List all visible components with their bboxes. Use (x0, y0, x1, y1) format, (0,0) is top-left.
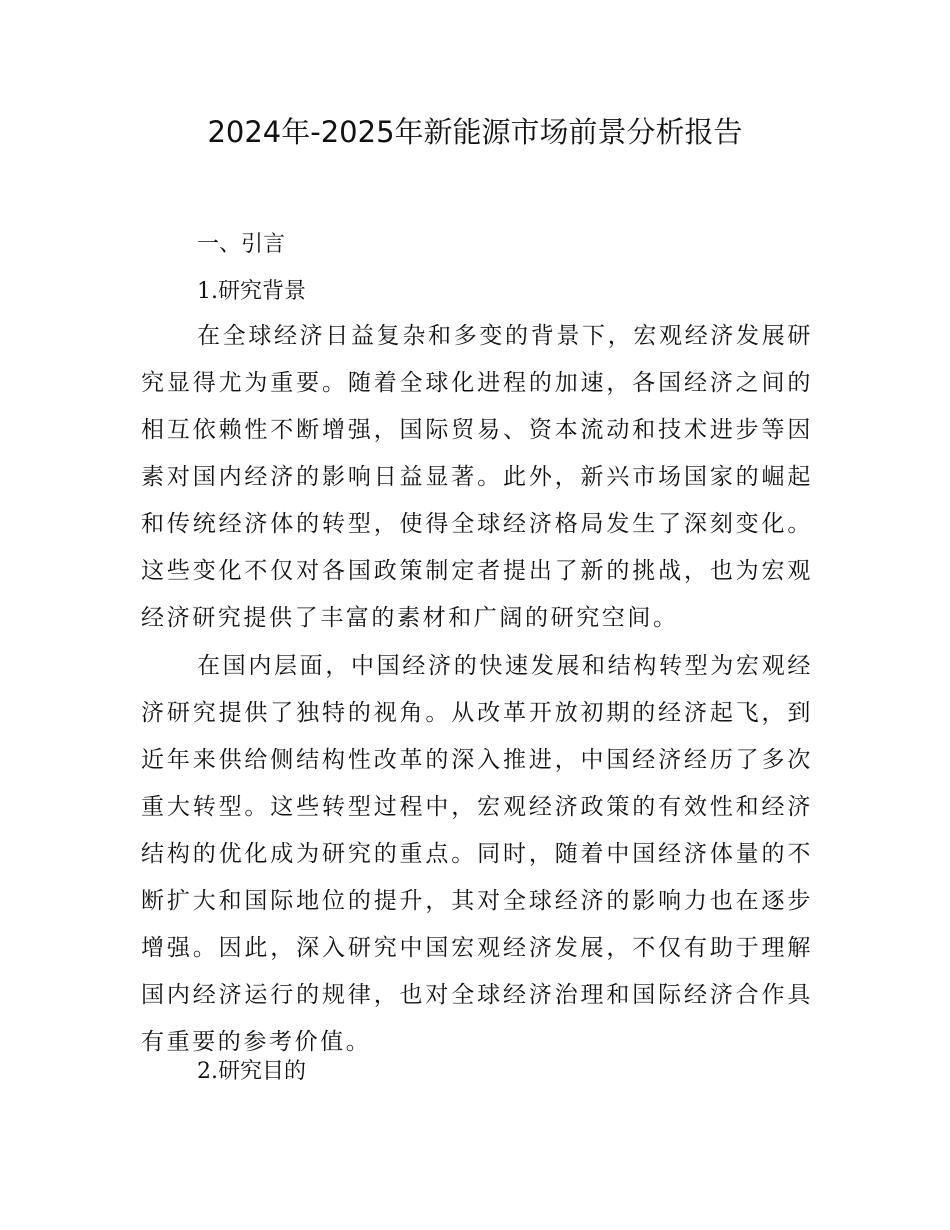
document-title: 2024年-2025年新能源市场前景分析报告 (207, 115, 743, 149)
subsection-heading-purpose: 2.研究目的 (197, 1059, 306, 1084)
section-heading-introduction: 一、引言 (197, 232, 286, 257)
subsection-heading-background: 1.研究背景 (197, 279, 306, 304)
paragraph-background-global: 在全球经济日益复杂和多变的背景下，宏观经济发展研究显得尤为重要。随着全球化进程的加速，各国经济之间的相互依赖性不断增强，国际贸易、资本流动和技术进步等因素对国内经济的影响日益显著。此外，新兴市场国家的崛起和传统经济体的转型，使得全球经济格局发生了深刻变化。这些变化不仅对各国政策制定者提出了新的挑战，也为宏观经济研究提供了丰富的素材和广阔的研究空间。 (141, 323, 813, 631)
paragraph-background-domestic: 在国内层面，中国经济的快速发展和结构转型为宏观经济研究提供了独特的视角。从改革开放初期的经济起飞，到近年来供给侧结构性改革的深入推进，中国经济经历了多次重大转型。这些转型过程中，宏观经济政策的有效性和经济结构的优化成为研究的重点。同时，随着中国经济体量的不断扩大和国际地位的提升，其对全球经济的影响力也在逐步增强。因此，深入研究中国宏观经济发展，不仅有助于理解国内经济运行的规律，也对全球经济治理和国际经济合作具有重要的参考价值。 (141, 653, 813, 1055)
